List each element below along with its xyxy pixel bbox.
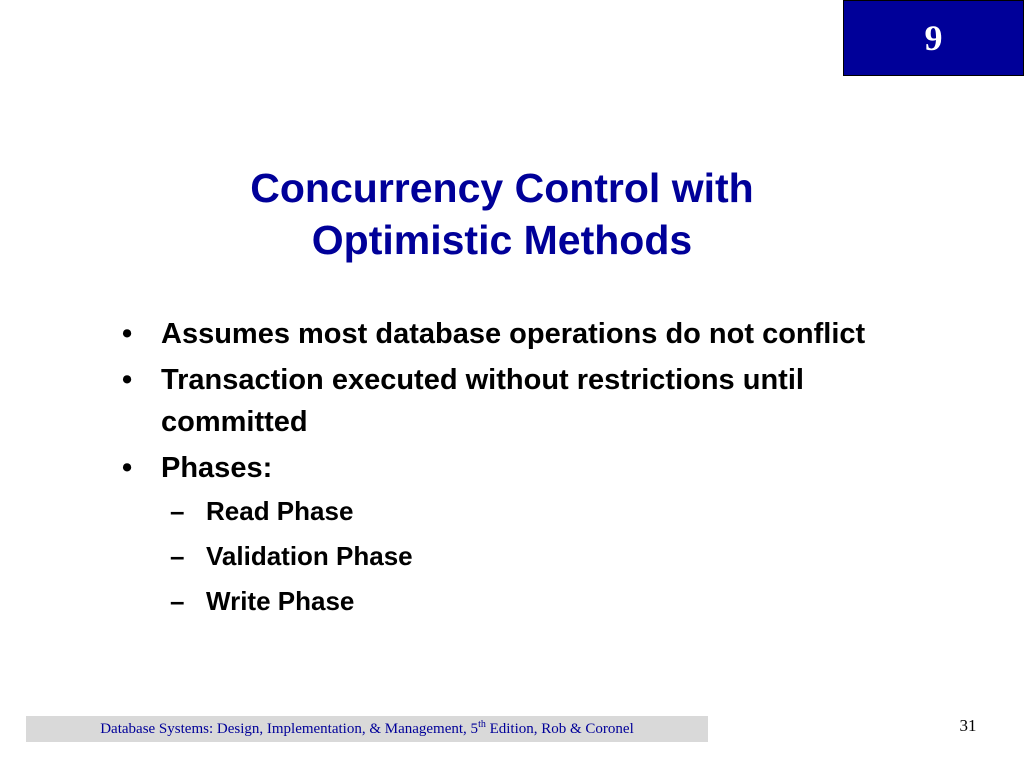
- sub-bullet-item: [118, 538, 878, 575]
- footer-bar: [26, 716, 708, 742]
- bullet-marker: •: [122, 318, 133, 350]
- footer-text-main: Database Systems: Design, Implementation, & Management, 5: [100, 720, 479, 737]
- sub-bullet-marker: –: [170, 496, 185, 526]
- sub-bullet-text: Write Phase: [206, 586, 355, 616]
- bullet-marker: •: [122, 452, 133, 484]
- footer-text-tail: Edition, Rob & Coronel: [485, 720, 634, 737]
- bullet-marker: •: [122, 364, 133, 396]
- slide-title-line-2: Optimistic Methods: [311, 217, 693, 263]
- bullet-item: [118, 359, 878, 443]
- footer-superscript: th: [478, 718, 486, 730]
- sub-bullet-marker: –: [170, 541, 185, 571]
- bullet-text: Assumes most database operations do not conflict: [161, 318, 866, 350]
- bullet-text: Transaction executed without restrictions until committed: [161, 364, 804, 438]
- sub-bullet-text: Validation Phase: [206, 541, 413, 571]
- slide-title: [150, 162, 854, 266]
- bullet-text: Phases:: [161, 452, 273, 484]
- sub-bullet-text: Read Phase: [206, 496, 354, 526]
- slide-title-line-1: Concurrency Control with: [250, 165, 754, 211]
- footer-citation: [100, 718, 634, 738]
- sub-bullet-item: [118, 583, 878, 620]
- bullet-item: [118, 313, 878, 355]
- sub-bullet-marker: –: [170, 586, 185, 616]
- chapter-number: 9: [924, 18, 943, 58]
- chapter-badge: [843, 0, 1024, 76]
- page-number: 31: [959, 716, 977, 735]
- bullet-list: [118, 313, 878, 628]
- bullet-item: [118, 447, 878, 489]
- sub-bullet-item: [118, 493, 878, 530]
